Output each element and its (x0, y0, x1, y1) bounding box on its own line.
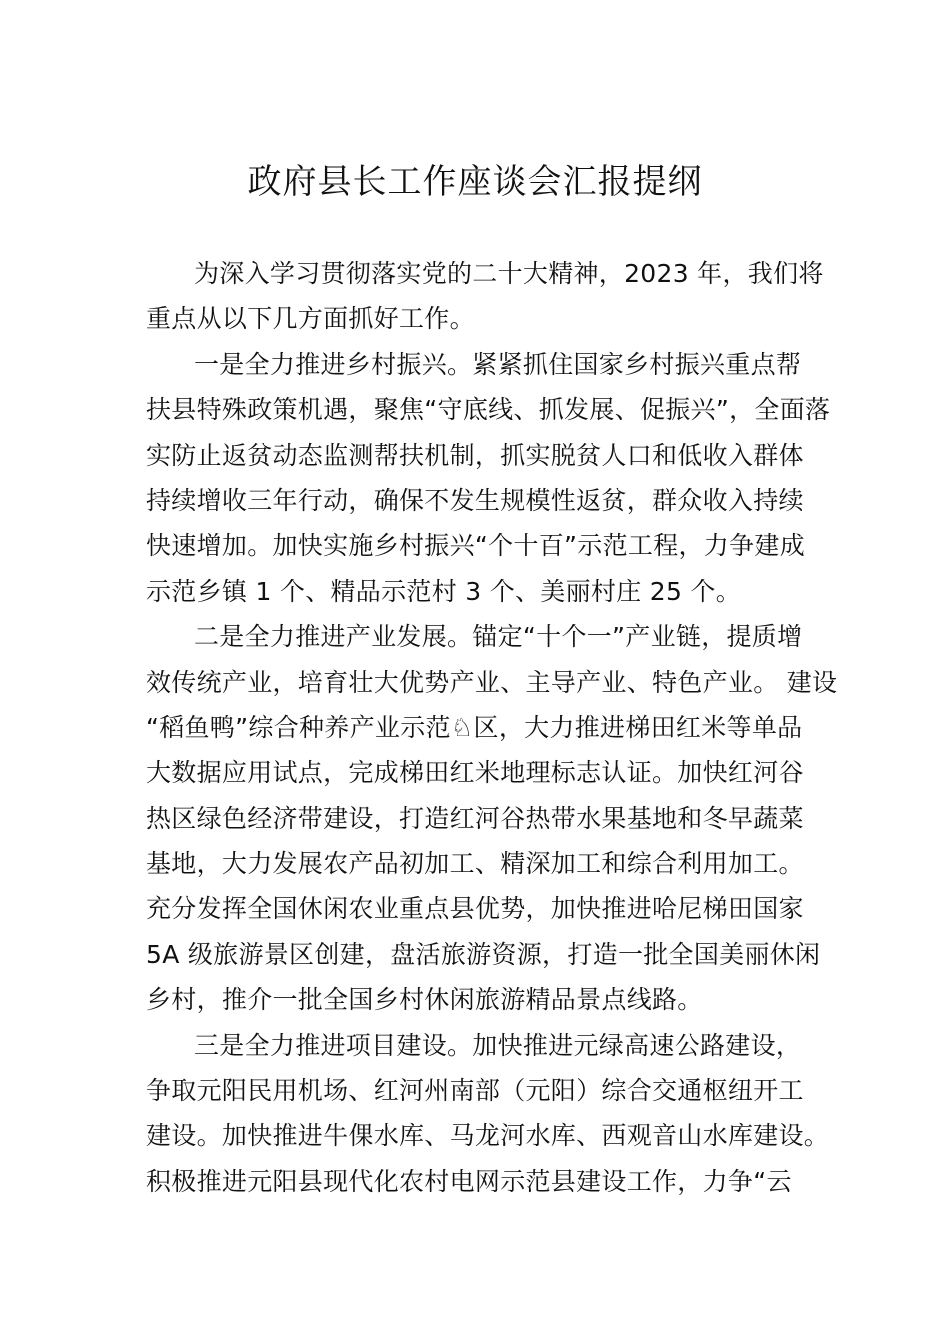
paragraph-line: 二是全力推进产业发展。锚定“十个一”产业链，提质增 (194, 622, 803, 652)
document-title: 政府县长工作座谈会汇报提纲 (247, 162, 703, 202)
paragraph-line: 充分发挥全国休闲农业重点县优势，加快推进哈尼梯田国家 (146, 894, 804, 924)
paragraph-line: 快速增加。加快实施乡村振兴“个十百”示范工程，力争建成 (146, 531, 806, 561)
paragraph-line: 效传统产业，培育壮大优势产业、主导产业、特色产业。 建设 (146, 667, 838, 697)
paragraph-line: 重点从以下几方面抓好工作。 (146, 304, 475, 334)
paragraph-line: 5A 级旅游景区创建，盘活旅游资源，打造一批全国美丽休闲 (146, 939, 821, 969)
paragraph-line: 一是全力推进乡村振兴。紧紧抓住国家乡村振兴重点帮 (194, 349, 802, 379)
paragraph-line: 大数据应用试点，完成梯田红米地理标志认证。加快红河谷 (146, 758, 804, 788)
paragraph-line: 乡村，推介一批全国乡村休闲旅游精品景点线路。 (146, 985, 703, 1015)
paragraph-line: 积极推进元阳县现代化农村电网示范县建设工作，力争“云 (146, 1166, 792, 1196)
paragraph-line: 基地，大力发展农产品初加工、精深加工和综合利用加工。 (146, 849, 804, 879)
paragraph-line: 为深入学习贯彻落实党的二十大精神，2023 年，我们将 (194, 259, 824, 288)
paragraph-line: 三是全力推进项目建设。加快推进元绿高速公路建设， (194, 1030, 802, 1060)
paragraph-line: 实防止返贫动态监测帮扶机制，抓实脱贫人口和低收入群体 (146, 440, 804, 470)
paragraph-line: 扶县特殊政策机遇，聚焦“守底线、抓发展、促振兴”，全面落 (146, 395, 831, 425)
paragraph-line: 建设。加快推进牛倮水库、马龙河水库、西观音山水库建设。 (146, 1121, 830, 1151)
paragraph-line: “稻鱼鸭”综合种养产业示范♘区，大力推进梯田红米等单品 (146, 712, 803, 742)
document-body (146, 251, 838, 1204)
paragraph-line: 示范乡镇 1 个、精品示范村 3 个、美丽村庄 25 个。 (146, 576, 742, 606)
paragraph-line: 持续增收三年行动，确保不发生规模性返贫，群众收入持续 (146, 485, 804, 515)
paragraph-line: 争取元阳民用机场、红河州南部（元阳）综合交通枢纽开工 (146, 1076, 804, 1106)
paragraph-line: 热区绿色经济带建设，打造红河谷热带水果基地和冬早蔬菜 (146, 803, 804, 833)
